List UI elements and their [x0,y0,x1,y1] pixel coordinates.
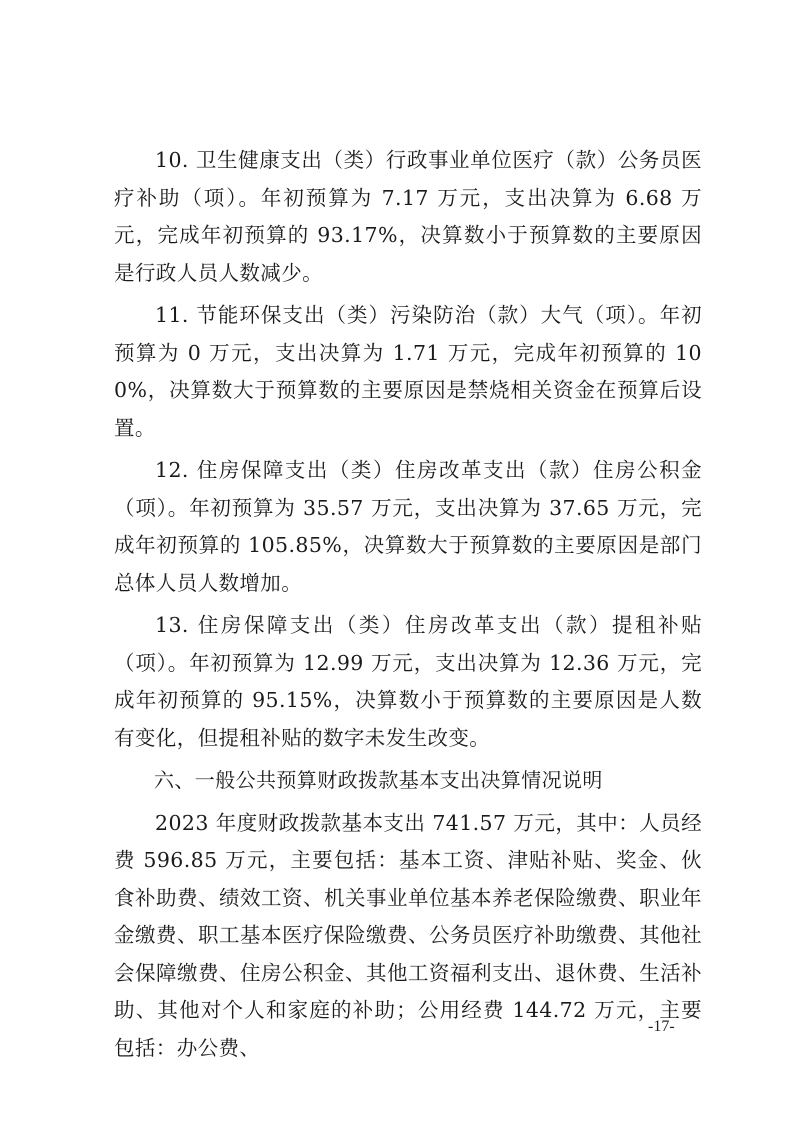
section-paragraph: 2023 年度财政拨款基本支出 741.57 万元，其中：人员经费 596.85 万元，主要包括：基本工资、津贴补贴、奖金、伙食补助费、绩效工资、机关事业单位基本养老保险缴费、职业年金缴费、职工基本医疗保险缴费、公务员医疗补助缴费、其他社会保障缴费、住房公积金、其他工资福利支出、退休费、生活补助、其他对个人和家庭的补助；公用经费 144.72 万元，主要包括：办公费、 [114,810,702,1060]
paragraph-item-13: 13. 住房保障支出（类）住房改革支出（款）提租补贴（项）。年初预算为 12.99 万元，支出决算为 12.36 万元，完成年初预算的 95.15%，决算数小于预算数的主要原因是人数有变化，但提租补贴的数字未发生改变。 [114,613,702,750]
paragraph-item-11: 11. 节能环保支出（类）污染防治（款）大气（项）。年初预算为 0 万元，支出决算为 1.71 万元，完成年初预算的 100%，决算数大于预算数的主要原因是禁烧相关资金在预算后设置。 [114,303,702,440]
section-heading: 六、一般公共预算财政拨款基本支出决算情况说明 [154,768,603,792]
page-content [114,142,702,1072]
paragraph-item-10: 10. 卫生健康支出（类）行政事业单位医疗（款）公务员医疗补助（项）。年初预算为 7.17 万元，支出决算为 6.68 万元，完成年初预算的 93.17%，决算数小于预算数的主要原因是行政人员人数减少。 [114,148,702,285]
page-number: -17- [648,1018,675,1035]
paragraph-item-12: 12. 住房保障支出（类）住房改革支出（款）住房公积金（项）。年初预算为 35.57 万元，支出决算为 37.65 万元，完成年初预算的 105.85%，决算数大于预算数的主要原因是部门总体人员人数增加。 [114,458,702,595]
